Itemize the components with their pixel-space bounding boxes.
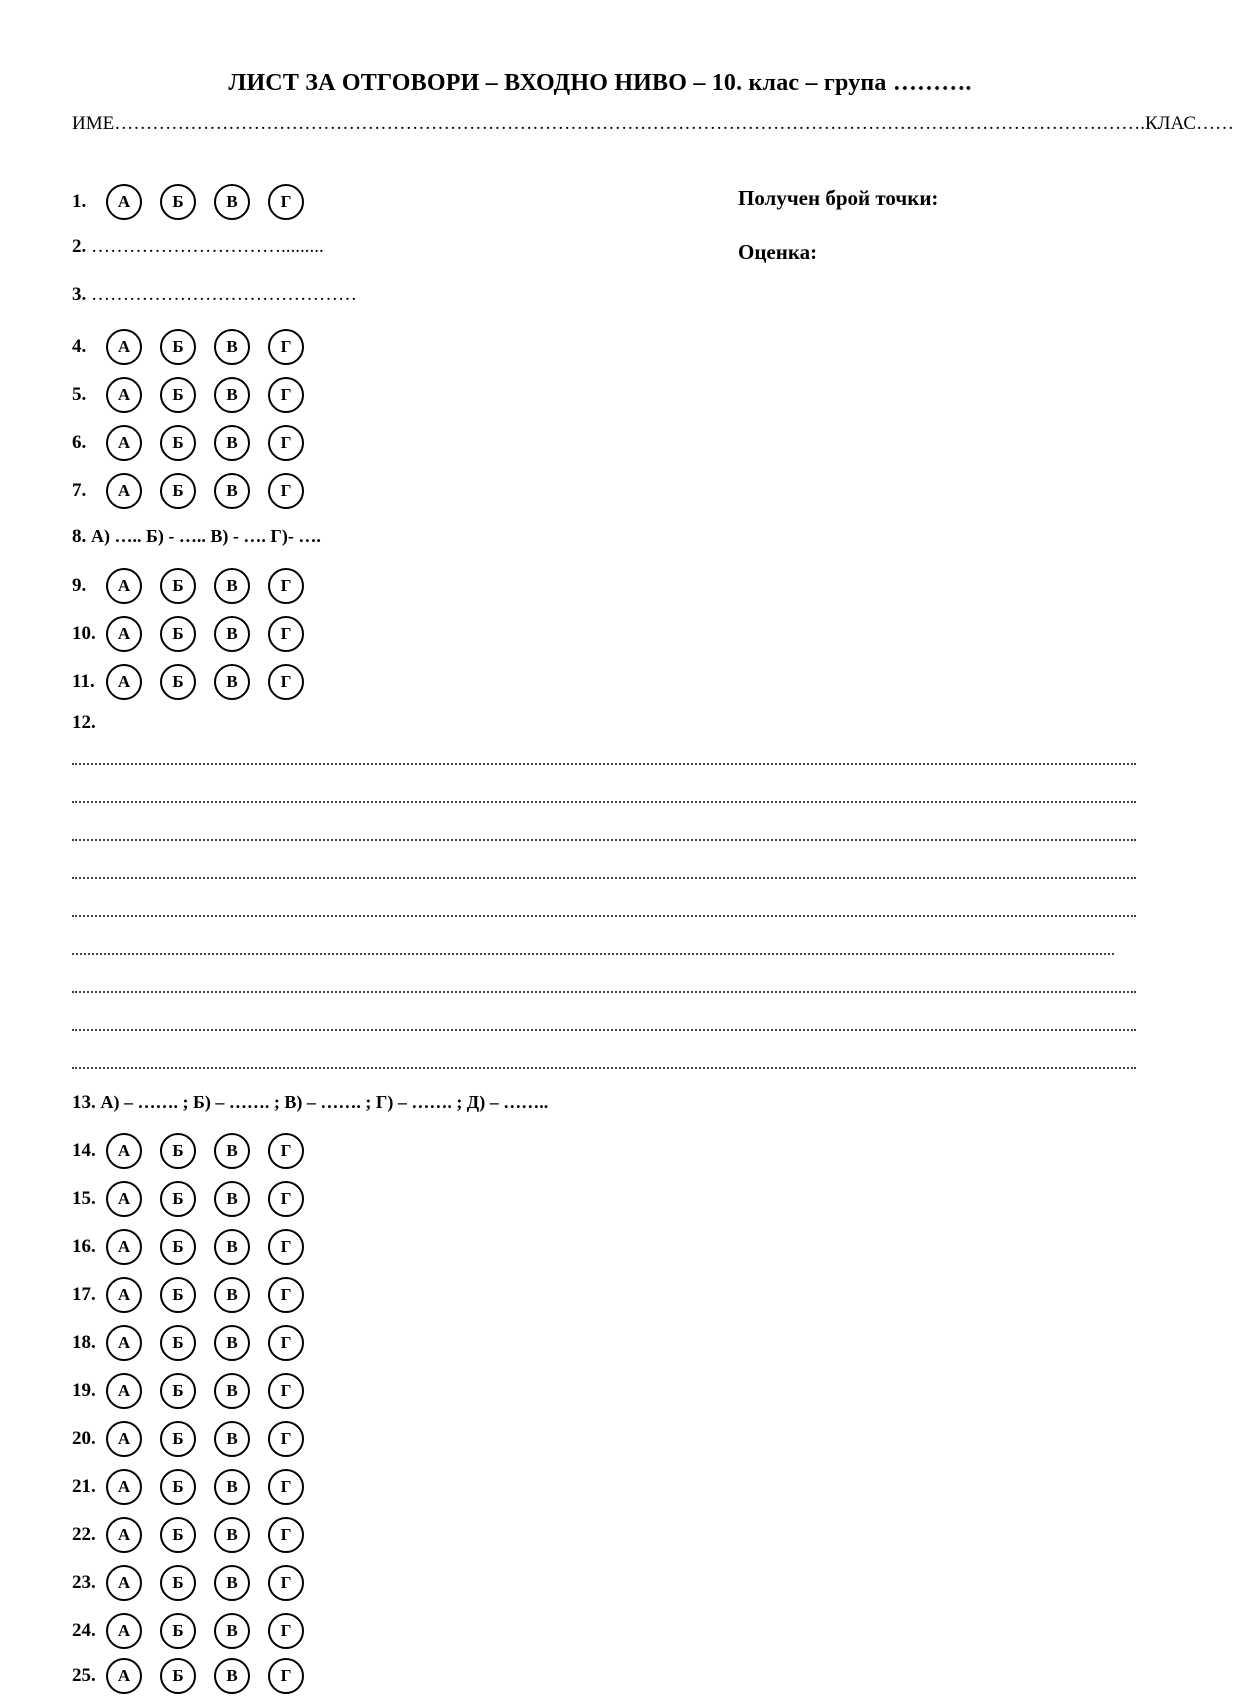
option-g-bubble[interactable]: Г (268, 1133, 304, 1169)
option-b-bubble[interactable]: Б (160, 473, 196, 509)
question-row-12 (72, 712, 96, 734)
option-a-bubble[interactable]: А (106, 1181, 142, 1217)
option-v-bubble[interactable]: В (214, 1658, 250, 1694)
option-a-bubble[interactable]: А (106, 329, 142, 365)
option-g-bubble[interactable]: Г (268, 1469, 304, 1505)
option-b-bubble[interactable]: Б (160, 1517, 196, 1553)
option-g-bubble[interactable]: Г (268, 425, 304, 461)
option-v-bubble[interactable]: В (214, 377, 250, 413)
option-v-bubble[interactable]: В (214, 473, 250, 509)
option-a-bubble[interactable]: А (106, 568, 142, 604)
option-b-bubble[interactable]: Б (160, 1277, 196, 1313)
option-a-bubble[interactable]: А (106, 1565, 142, 1601)
option-v-bubble[interactable]: В (214, 664, 250, 700)
question-number: 24. (72, 1620, 96, 1641)
option-b-bubble[interactable]: Б (160, 1325, 196, 1361)
answer-field[interactable]: А) ….. Б) - ….. В) - …. Г)- …. (91, 526, 321, 546)
option-v-bubble[interactable]: В (214, 1229, 250, 1265)
option-g-bubble[interactable]: Г (268, 329, 304, 365)
option-a-bubble[interactable]: А (106, 1325, 142, 1361)
question-row-6 (72, 421, 322, 465)
option-a-bubble[interactable]: А (106, 425, 142, 461)
question-number: 16. (72, 1236, 96, 1257)
answer-line[interactable] (72, 877, 1136, 879)
name-field[interactable]: ………………………………………………………………………………………………………………………………………………. (114, 113, 1145, 134)
grade-label: Оценка: (738, 240, 818, 264)
question-row-7 (72, 469, 322, 513)
option-g-bubble[interactable]: Г (268, 1658, 304, 1694)
name-class-line (72, 113, 1234, 135)
option-g-bubble[interactable]: Г (268, 1229, 304, 1265)
option-b-bubble[interactable]: Б (160, 425, 196, 461)
answer-field[interactable]: …………………………………… (91, 284, 357, 305)
question-row-1 (72, 180, 322, 224)
option-a-bubble[interactable]: А (106, 1469, 142, 1505)
option-b-bubble[interactable]: Б (160, 1181, 196, 1217)
option-v-bubble[interactable]: В (214, 1325, 250, 1361)
question-number: 8. (72, 526, 87, 547)
question-number: 23. (72, 1572, 96, 1593)
question-number: 17. (72, 1284, 96, 1305)
question-row-11 (72, 660, 322, 704)
option-b-bubble[interactable]: Б (160, 568, 196, 604)
answer-line[interactable] (72, 1067, 1136, 1069)
option-g-bubble[interactable]: Г (268, 1181, 304, 1217)
option-g-bubble[interactable]: Г (268, 1277, 304, 1313)
question-number: 15. (72, 1188, 96, 1209)
option-b-bubble[interactable]: Б (160, 329, 196, 365)
class-field[interactable]: КЛАС…… (1144, 113, 1234, 134)
answer-line[interactable] (72, 839, 1136, 841)
question-number: 4. (72, 336, 87, 357)
option-g-bubble[interactable]: Г (268, 184, 304, 220)
name-label: ИМЕ (72, 113, 115, 134)
option-a-bubble[interactable]: А (106, 1613, 142, 1649)
option-v-bubble[interactable]: В (214, 568, 250, 604)
question-row-5 (72, 373, 322, 417)
question-number: 20. (72, 1428, 96, 1449)
option-g-bubble[interactable]: Г (268, 377, 304, 413)
option-g-bubble[interactable]: Г (268, 568, 304, 604)
question-number: 7. (72, 480, 87, 501)
question-number: 19. (72, 1380, 96, 1401)
answer-field[interactable]: …………………………......... (91, 236, 324, 257)
option-a-bubble[interactable]: А (106, 377, 142, 413)
option-a-bubble[interactable]: А (106, 1229, 142, 1265)
answer-line[interactable] (72, 763, 1136, 765)
option-g-bubble[interactable]: Г (268, 1517, 304, 1553)
option-v-bubble[interactable]: В (214, 1469, 250, 1505)
question-row-21 (72, 1465, 322, 1509)
option-g-bubble[interactable]: Г (268, 664, 304, 700)
question-number: 21. (72, 1476, 96, 1497)
question-number: 25. (72, 1665, 96, 1686)
option-v-bubble[interactable]: В (214, 1565, 250, 1601)
option-v-bubble[interactable]: В (214, 616, 250, 652)
question-number: 1. (72, 191, 87, 212)
sheet-title: ЛИСТ ЗА ОТГОВОРИ – ВХОДНО НИВО – 10. клас – група ………. (228, 70, 972, 96)
answer-line[interactable] (72, 915, 1136, 917)
answer-field[interactable]: А) – ……. ; Б) – ……. ; В) – ……. ; Г) – ……. ; Д) – …….. (100, 1092, 549, 1112)
option-a-bubble[interactable]: А (106, 1517, 142, 1553)
question-row-3 (72, 284, 357, 306)
option-b-bubble[interactable]: Б (160, 616, 196, 652)
option-b-bubble[interactable]: Б (160, 1469, 196, 1505)
option-b-bubble[interactable]: Б (160, 1658, 196, 1694)
question-row-20 (72, 1417, 322, 1461)
option-b-bubble[interactable]: Б (160, 664, 196, 700)
question-number: 12. (72, 712, 96, 733)
option-v-bubble[interactable]: В (214, 184, 250, 220)
option-a-bubble[interactable]: А (106, 1277, 142, 1313)
option-a-bubble[interactable]: А (106, 1658, 142, 1694)
option-g-bubble[interactable]: Г (268, 1421, 304, 1457)
points-label: Получен брой точки: (738, 186, 939, 210)
option-v-bubble[interactable]: В (214, 1373, 250, 1409)
option-g-bubble[interactable]: Г (268, 616, 304, 652)
option-a-bubble[interactable]: А (106, 473, 142, 509)
question-number: 3. (72, 284, 87, 305)
option-a-bubble[interactable]: А (106, 1373, 142, 1409)
option-g-bubble[interactable]: Г (268, 1565, 304, 1601)
option-b-bubble[interactable]: Б (160, 1229, 196, 1265)
option-b-bubble[interactable]: Б (160, 377, 196, 413)
option-a-bubble[interactable]: А (106, 616, 142, 652)
question-row-18 (72, 1321, 322, 1365)
option-a-bubble[interactable]: А (106, 184, 142, 220)
question-number: 11. (72, 671, 95, 692)
question-row-9 (72, 564, 322, 608)
question-row-13 (72, 1092, 548, 1114)
question-row-24 (72, 1609, 322, 1653)
answer-line[interactable] (72, 1029, 1136, 1031)
option-a-bubble[interactable]: А (106, 664, 142, 700)
question-number: 9. (72, 575, 87, 596)
answer-line[interactable] (72, 953, 1114, 955)
option-g-bubble[interactable]: Г (268, 473, 304, 509)
option-b-bubble[interactable]: Б (160, 1373, 196, 1409)
question-row-23 (72, 1561, 322, 1605)
question-row-15 (72, 1177, 322, 1221)
option-v-bubble[interactable]: В (214, 1277, 250, 1313)
question-row-10 (72, 612, 322, 656)
question-row-19 (72, 1369, 322, 1413)
option-g-bubble[interactable]: Г (268, 1373, 304, 1409)
question-row-17 (72, 1273, 322, 1317)
question-number: 5. (72, 384, 87, 405)
question-row-22 (72, 1513, 322, 1557)
option-b-bubble[interactable]: Б (160, 184, 196, 220)
option-b-bubble[interactable]: Б (160, 1421, 196, 1457)
question-row-16 (72, 1225, 322, 1269)
question-row-25 (72, 1654, 322, 1698)
option-v-bubble[interactable]: В (214, 425, 250, 461)
option-v-bubble[interactable]: В (214, 1517, 250, 1553)
question-row-14 (72, 1129, 322, 1173)
question-number: 10. (72, 623, 96, 644)
option-g-bubble[interactable]: Г (268, 1325, 304, 1361)
question-number: 22. (72, 1524, 96, 1545)
question-row-8 (72, 526, 321, 548)
question-number: 13. (72, 1092, 96, 1113)
option-b-bubble[interactable]: Б (160, 1565, 196, 1601)
option-g-bubble[interactable]: Г (268, 1613, 304, 1649)
question-number: 14. (72, 1140, 96, 1161)
answer-line[interactable] (72, 801, 1136, 803)
option-b-bubble[interactable]: Б (160, 1133, 196, 1169)
option-v-bubble[interactable]: В (214, 1421, 250, 1457)
option-v-bubble[interactable]: В (214, 1613, 250, 1649)
question-row-2 (72, 236, 324, 258)
option-b-bubble[interactable]: Б (160, 1613, 196, 1649)
question-number: 18. (72, 1332, 96, 1353)
option-v-bubble[interactable]: В (214, 1133, 250, 1169)
question-row-4 (72, 325, 322, 369)
option-a-bubble[interactable]: А (106, 1133, 142, 1169)
option-a-bubble[interactable]: А (106, 1421, 142, 1457)
option-v-bubble[interactable]: В (214, 1181, 250, 1217)
option-v-bubble[interactable]: В (214, 329, 250, 365)
question-number: 2. (72, 236, 87, 257)
question-number: 6. (72, 432, 87, 453)
answer-line[interactable] (72, 991, 1136, 993)
